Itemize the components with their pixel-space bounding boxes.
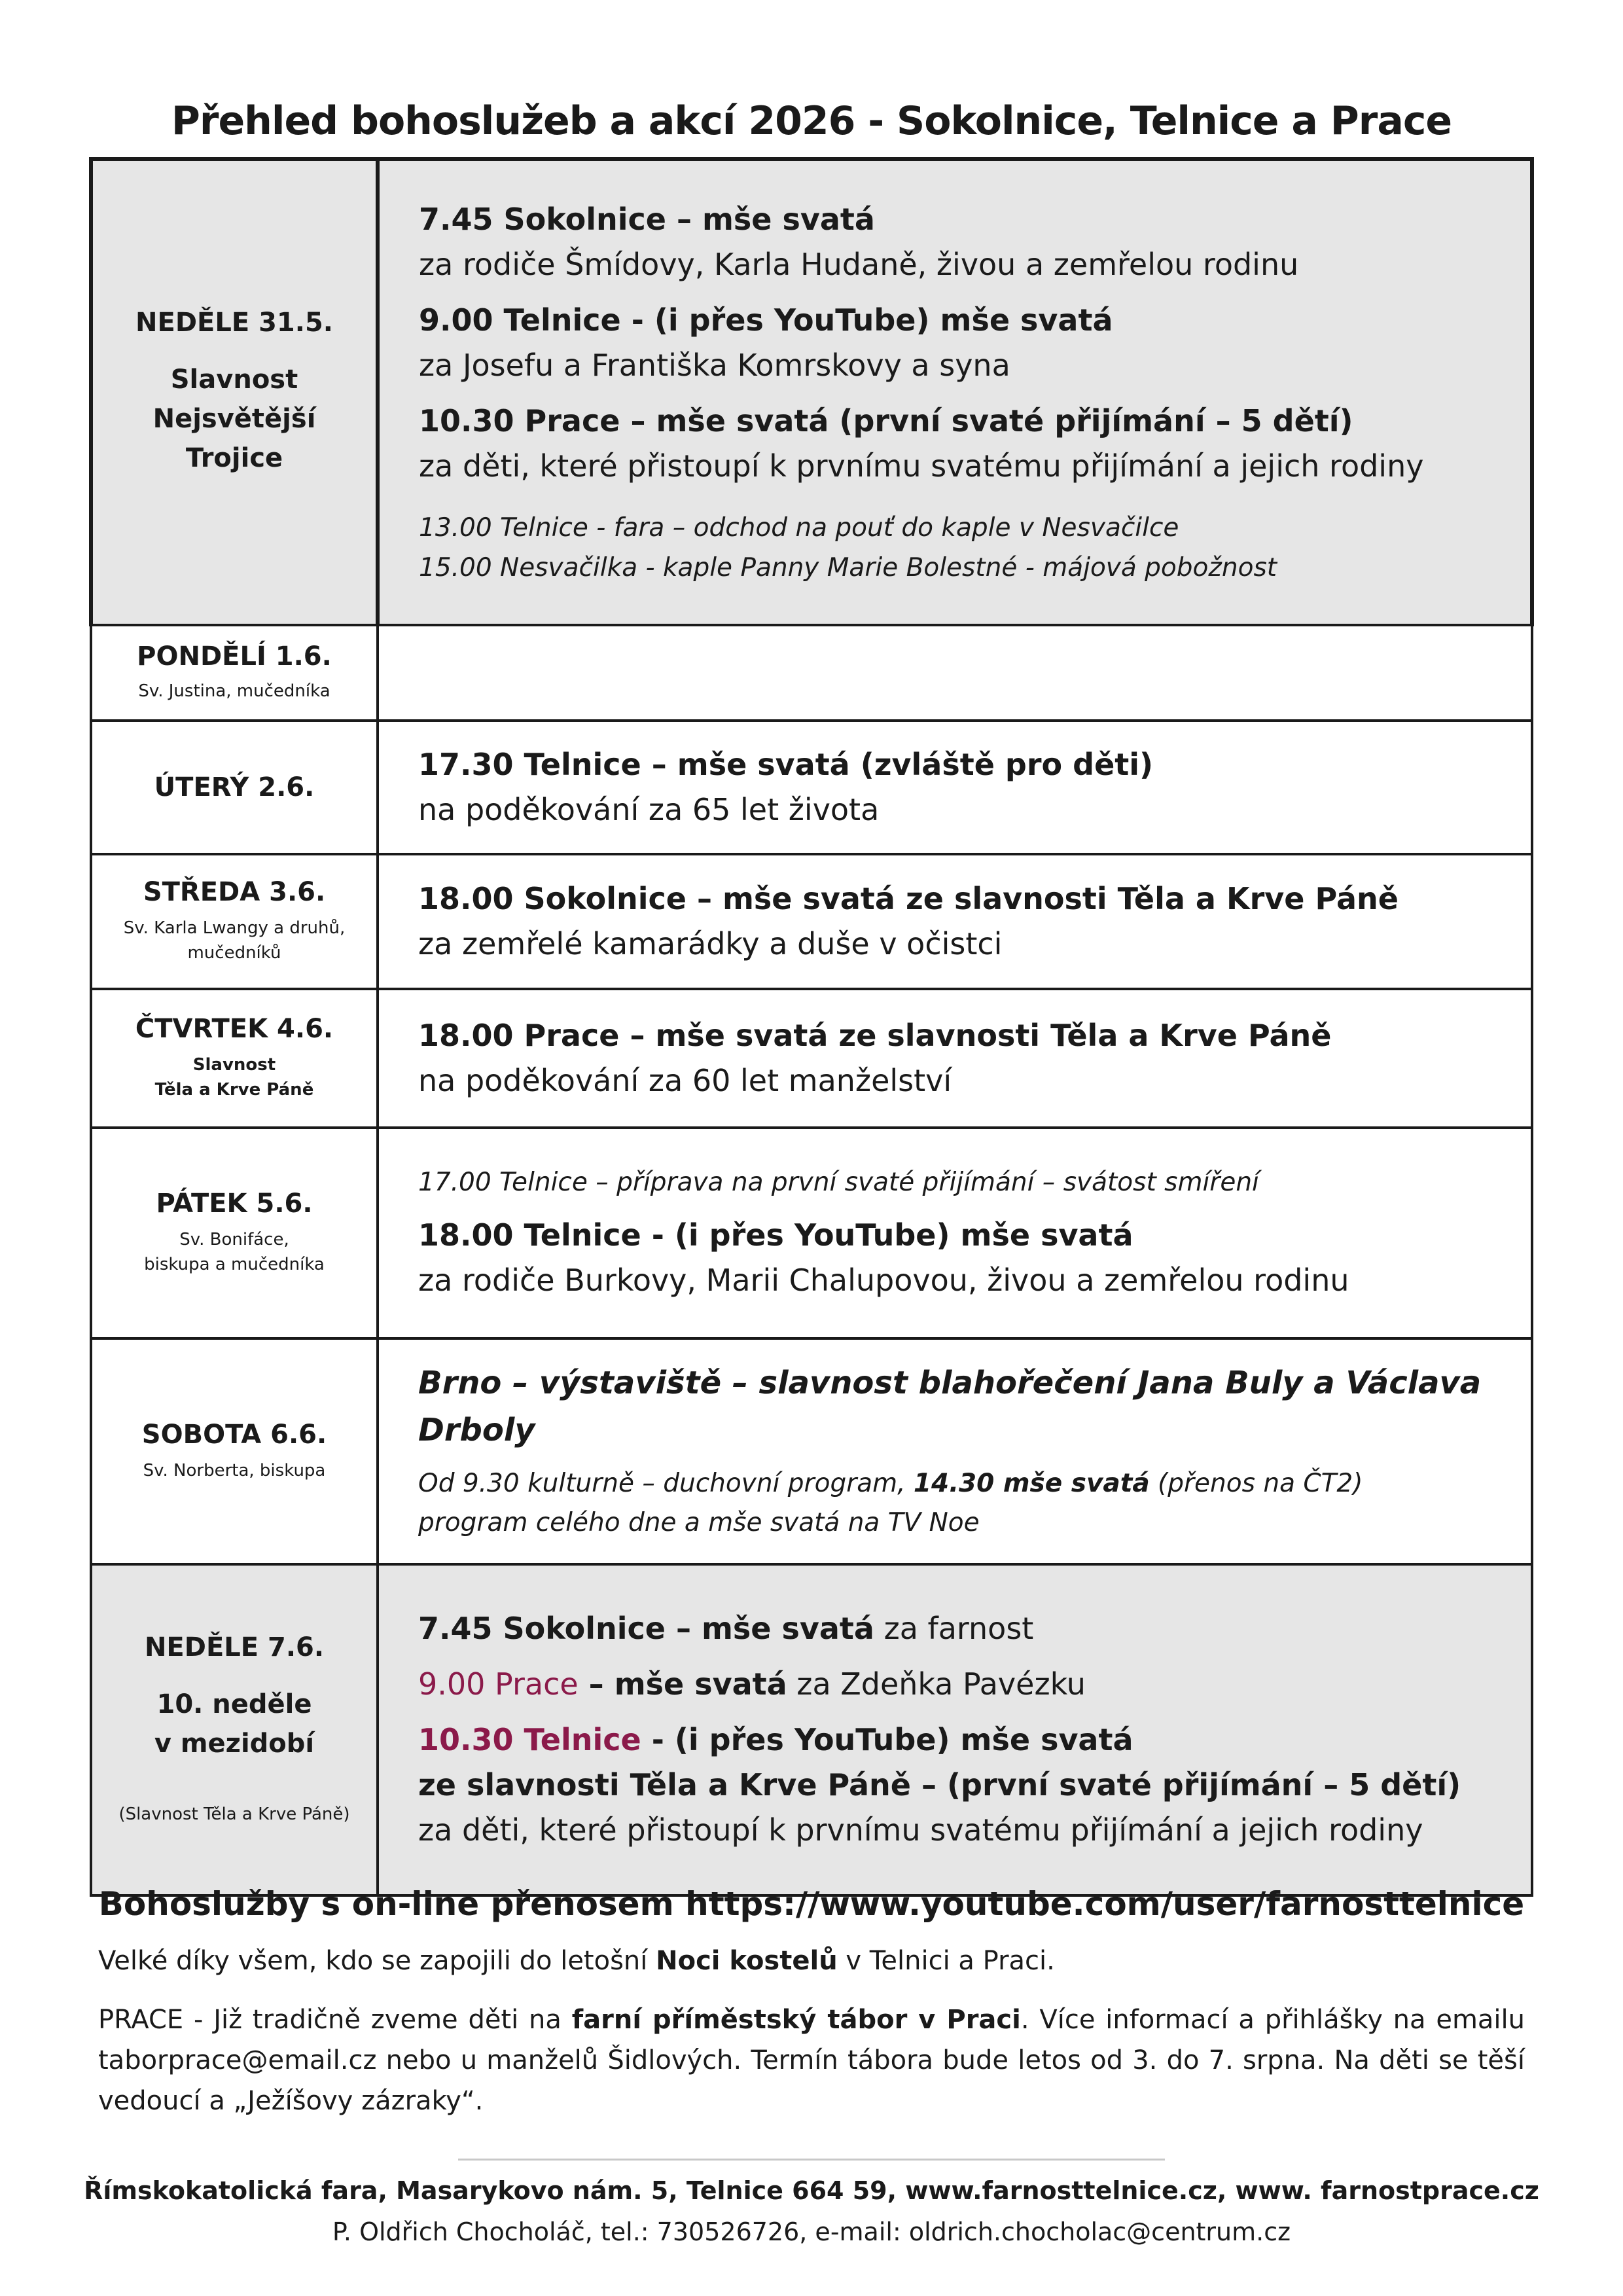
event-note: 13.00 Telnice - fara – odchod na pouť do kaple v Nesvačilce bbox=[419, 513, 1179, 543]
day-cell bbox=[91, 625, 378, 721]
mass-intention: za děti, které přistoupí k prvnímu svatému přijímání a jejich rodiny bbox=[418, 1812, 1423, 1848]
day-name: ČTVRTEK 4.6. bbox=[135, 1014, 334, 1045]
stream-link-line: Bohoslužby s on-line přenosem https://www.youtube.com/user/farnosttelnice bbox=[98, 1885, 1525, 1923]
events-cell bbox=[378, 1338, 1532, 1564]
day-cell bbox=[91, 1564, 378, 1895]
day-saint: Sv. Bonifáce, bbox=[179, 1230, 289, 1250]
footer-address: Římskokatolická fara, Masarykovo nám. 5, Telnice 664 59, www.farnosttelnice.cz, www. farnostprace.cz bbox=[84, 2176, 1539, 2205]
mass-heading: 17.30 Telnice – mše svatá (zvláště pro děti) bbox=[418, 747, 1154, 782]
day-cell bbox=[91, 1338, 378, 1564]
event-heading: Brno – výstaviště – slavnost blahořečení Jana Buly a Václava Drboly bbox=[418, 1365, 1482, 1448]
footer-contact: P. Oldřich Chocholáč, tel.: 730526726, e-mail: oldrich.chocholac@centrum.cz bbox=[332, 2217, 1291, 2246]
feast-line: v mezidobí bbox=[154, 1729, 315, 1759]
schedule-row-sunday-7-6 bbox=[91, 1564, 1532, 1895]
mass-intention: na poděkování za 65 let života bbox=[418, 792, 880, 827]
day-cell bbox=[91, 854, 378, 989]
schedule-row-thursday bbox=[91, 989, 1532, 1128]
day-saint: Sv. Norberta, biskupa bbox=[143, 1460, 326, 1480]
mass-heading: 10.30 Telnice - (i přes YouTube) mše svatá bbox=[418, 1722, 1133, 1758]
events-cell bbox=[378, 1128, 1532, 1338]
mass-intention: za rodiče Šmídovy, Karla Hudaně, živou a zemřelou rodinu bbox=[419, 247, 1299, 283]
feast-line: Trojice bbox=[185, 442, 283, 473]
schedule-row-friday bbox=[91, 1128, 1532, 1338]
day-cell bbox=[91, 721, 378, 854]
mass-line: 9.00 Prace – mše svatá za Zdeňka Pavézku bbox=[418, 1666, 1086, 1702]
day-note: (Slavnost Těla a Krve Páně) bbox=[118, 1804, 350, 1825]
events-cell bbox=[378, 989, 1532, 1128]
day-name: NEDĚLE 7.6. bbox=[144, 1632, 325, 1663]
events-cell bbox=[378, 159, 1532, 625]
schedule-row-wednesday bbox=[91, 854, 1532, 989]
thanks-paragraph: Velké díky všem, kdo se zapojili do letošní Noci kostelů v Telnici a Praci. bbox=[98, 1946, 1055, 1976]
event-note: Od 9.30 kulturně – duchovní program, 14.30 mše svatá (přenos na ČT2) bbox=[418, 1469, 1363, 1498]
day-cell bbox=[91, 989, 378, 1128]
day-name: NEDĚLE 31.5. bbox=[135, 307, 333, 338]
events-cell bbox=[378, 854, 1532, 989]
schedule-row-monday bbox=[91, 625, 1532, 721]
mass-heading: ze slavnosti Těla a Krve Páně – (první svaté přijímání – 5 dětí) bbox=[418, 1767, 1461, 1803]
day-saint: Sv. Justina, mučedníka bbox=[138, 681, 330, 702]
mass-heading: 7.45 Sokolnice – mše svatá bbox=[419, 202, 875, 238]
mass-heading: 18.00 Prace – mše svatá ze slavnosti Těla a Krve Páně bbox=[418, 1018, 1332, 1053]
day-saint: Sv. Karla Lwangy a druhů, bbox=[123, 918, 346, 939]
feast-line: Slavnost bbox=[170, 364, 298, 395]
mass-intention: za děti, které přistoupí k prvnímu svatému přijímání a jejich rodiny bbox=[419, 448, 1424, 484]
event-note: 15.00 Nesvačilka - kaple Panny Marie Bolestné - májová pobožnost bbox=[419, 552, 1277, 583]
schedule-row-sunday-31-5 bbox=[91, 159, 1532, 625]
footer-divider bbox=[458, 2159, 1165, 2161]
day-cell bbox=[91, 1128, 378, 1338]
day-name: SOBOTA 6.6. bbox=[141, 1419, 327, 1450]
mass-intention: za rodiče Burkovy, Marii Chalupovou, živou a zemřelou rodinu bbox=[418, 1263, 1349, 1299]
mass-intention: za Josefu a Františka Komrskovy a syna bbox=[419, 348, 1010, 384]
feast-line: Nejsvětější bbox=[152, 403, 316, 434]
day-name: PONDĚLÍ 1.6. bbox=[137, 641, 332, 672]
feast-line: 10. neděle bbox=[156, 1689, 312, 1720]
mass-heading: 10.30 Prace – mše svatá (první svaté přijímání – 5 dětí) bbox=[419, 403, 1353, 439]
camp-paragraph: PRACE - Již tradičně zveme děti na farní příměstský tábor v Praci. Více informací a přihlášky na emailu taborprace@email.cz nebo u manželů Šidlových. Termín tábora bude letos od 3. do 7. srpna. Na děti se těší vedoucí a „Ježíšovy zázraky“. bbox=[98, 2005, 1525, 2116]
day-name: ÚTERÝ 2.6. bbox=[154, 772, 315, 802]
day-feast: Těla a Krve Páně bbox=[154, 1080, 314, 1100]
day-name: STŘEDA 3.6. bbox=[143, 877, 326, 908]
schedule-row-tuesday bbox=[91, 721, 1532, 854]
schedule-table bbox=[89, 157, 1534, 1897]
day-cell bbox=[91, 159, 378, 625]
page-title: Přehled bohoslužeb a akcí 2026 - Sokolnice, Telnice a Prace bbox=[171, 98, 1452, 144]
events-cell bbox=[378, 1564, 1532, 1895]
mass-heading: 18.00 Telnice - (i přes YouTube) mše svatá bbox=[418, 1217, 1133, 1253]
mass-intention: za zemřelé kamarádky a duše v očistci bbox=[418, 926, 1003, 961]
mass-intention: na poděkování za 60 let manželství bbox=[418, 1063, 952, 1098]
day-saint: mučedníků bbox=[187, 943, 281, 963]
schedule-row-saturday bbox=[91, 1338, 1532, 1564]
mass-heading: 9.00 Telnice - (i přes YouTube) mše svatá bbox=[419, 302, 1113, 338]
mass-line: 7.45 Sokolnice – mše svatá za farnost bbox=[418, 1611, 1034, 1647]
events-cell bbox=[378, 721, 1532, 854]
day-saint: biskupa a mučedníka bbox=[144, 1255, 325, 1274]
event-note: 17.00 Telnice – příprava na první svaté přijímání – svátost smíření bbox=[418, 1167, 1259, 1197]
events-cell bbox=[378, 625, 1532, 721]
event-note: program celého dne a mše svatá na TV Noe bbox=[418, 1508, 980, 1538]
mass-heading: 18.00 Sokolnice – mše svatá ze slavnosti Těla a Krve Páně bbox=[418, 881, 1399, 916]
day-name: PÁTEK 5.6. bbox=[156, 1189, 313, 1219]
day-feast: Slavnost bbox=[192, 1055, 276, 1075]
